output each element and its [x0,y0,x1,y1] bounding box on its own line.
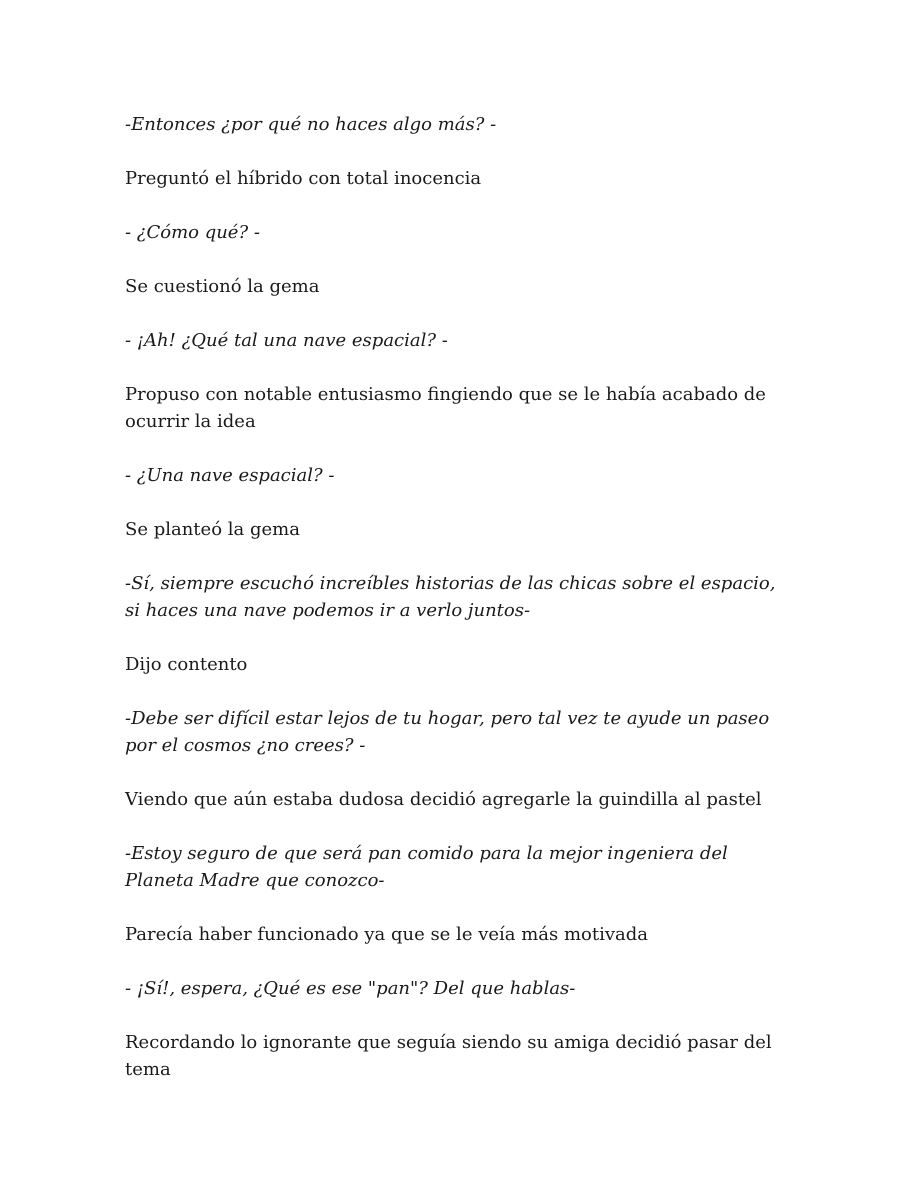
narration-line: Se cuestionó la gema [125,276,320,297]
dialogue-line: -Debe ser difícil estar lejos de tu hogar, pero tal vez te ayude un paseo por el cosmos ¿no crees? - [125,708,770,756]
dialogue-line: - ¿Cómo qué? - [125,222,260,243]
dialogue-line: -Estoy seguro de que será pan comido para la mejor ingeniera del Planeta Madre que conozco- [125,843,728,891]
narration-line: Se planteó la gema [125,519,300,540]
dialogue-line: - ¿Una nave espacial? - [125,465,335,486]
narration-line: Recordando lo ignorante que seguía siendo su amiga decidió pasar del tema [125,1032,772,1080]
dialogue-line: - ¡Sí!, espera, ¿Qué es ese "pan"? Del que hablas- [125,978,576,999]
dialogue-line: -Sí, siempre escuchó increíbles historias de las chicas sobre el espacio, si haces una nave podemos ir a verlo juntos- [125,573,776,621]
narration-line: Parecía haber funcionado ya que se le veía más motivada [125,924,649,945]
narration-line: Preguntó el híbrido con total inocencia [125,168,482,189]
dialogue-line: - ¡Ah! ¿Qué tal una nave espacial? - [125,330,448,351]
document-body [125,111,785,1110]
narration-line: Dijo contento [125,654,248,675]
narration-line: Viendo que aún estaba dudosa decidió agregarle la guindilla al pastel [125,789,762,810]
narration-line: Propuso con notable entusiasmo fingiendo que se le había acabado de ocurrir la idea [125,384,766,432]
dialogue-line: -Entonces ¿por qué no haces algo más? - [125,114,497,135]
